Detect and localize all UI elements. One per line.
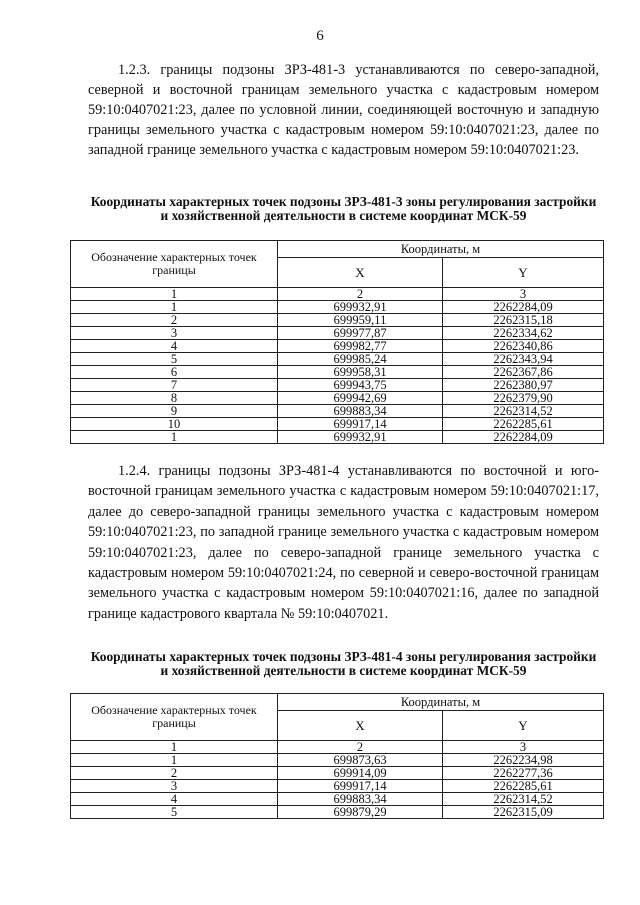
table-row xyxy=(71,314,604,327)
cell-x: 699883,34 xyxy=(278,793,443,806)
header-coordinates: Координаты, м xyxy=(278,694,604,711)
cell-point: 4 xyxy=(71,340,278,353)
cell-point: 9 xyxy=(71,405,278,418)
table-row xyxy=(71,806,604,819)
table-row xyxy=(71,780,604,793)
cell-point: 6 xyxy=(71,366,278,379)
cell-y: 2262234,98 xyxy=(443,754,604,767)
table-row xyxy=(71,353,604,366)
cell-x: 699943,75 xyxy=(278,379,443,392)
cell-x: 699959,11 xyxy=(278,314,443,327)
cell-point: 1 xyxy=(71,431,278,444)
coordinates-table-zrz-481-3 xyxy=(70,240,604,444)
header-x: X xyxy=(278,711,443,741)
table-row xyxy=(71,366,604,379)
cell-y: 2262285,61 xyxy=(443,780,604,793)
cell-y: 2262340,86 xyxy=(443,340,604,353)
table-row xyxy=(71,301,604,314)
cell-point: 4 xyxy=(71,793,278,806)
header-y: Y xyxy=(443,711,604,741)
cell-x: 699958,31 xyxy=(278,366,443,379)
cell-point: 5 xyxy=(71,353,278,366)
cell-y: 2262367,86 xyxy=(443,366,604,379)
header-point-label: Обозначение характерных точек границы xyxy=(71,694,278,741)
header-point-label: Обозначение характерных точек границы xyxy=(71,241,278,288)
table-row xyxy=(71,405,604,418)
table-heading-zrz-481-4: Координаты характерных точек подзоны ЗРЗ-481-4 зоны регулирования застройки и хозяйственной деятельности в системе координат МСК-59 xyxy=(90,649,597,678)
table-row xyxy=(71,379,604,392)
table-row xyxy=(71,767,604,780)
cell-point: 3 xyxy=(71,327,278,340)
column-number: 3 xyxy=(443,741,604,754)
coordinates-table-body xyxy=(71,241,604,444)
cell-y: 2262277,36 xyxy=(443,767,604,780)
cell-point: 1 xyxy=(71,301,278,314)
cell-y: 2262285,61 xyxy=(443,418,604,431)
cell-point: 7 xyxy=(71,379,278,392)
table-row xyxy=(71,754,604,767)
header-x: X xyxy=(278,258,443,288)
coordinates-table-zrz-481-4 xyxy=(70,693,604,819)
cell-x: 699917,14 xyxy=(278,780,443,793)
table-row xyxy=(71,392,604,405)
cell-y: 2262315,18 xyxy=(443,314,604,327)
page-number: 6 xyxy=(316,28,324,44)
cell-y: 2262334,62 xyxy=(443,327,604,340)
column-number: 1 xyxy=(71,741,278,754)
cell-point: 3 xyxy=(71,780,278,793)
column-number: 3 xyxy=(443,288,604,301)
cell-y: 2262314,52 xyxy=(443,405,604,418)
column-number: 2 xyxy=(278,288,443,301)
cell-y: 2262284,09 xyxy=(443,301,604,314)
cell-x: 699982,77 xyxy=(278,340,443,353)
table-row xyxy=(71,418,604,431)
column-number: 2 xyxy=(278,741,443,754)
table-header-row xyxy=(71,694,604,711)
cell-x: 699917,14 xyxy=(278,418,443,431)
cell-x: 699932,91 xyxy=(278,301,443,314)
cell-point: 5 xyxy=(71,806,278,819)
column-number-row xyxy=(71,741,604,754)
cell-y: 2262284,09 xyxy=(443,431,604,444)
header-coordinates: Координаты, м xyxy=(278,241,604,258)
table-row xyxy=(71,793,604,806)
cell-y: 2262314,52 xyxy=(443,793,604,806)
cell-point: 10 xyxy=(71,418,278,431)
cell-point: 1 xyxy=(71,754,278,767)
cell-point: 2 xyxy=(71,767,278,780)
cell-x: 699932,91 xyxy=(278,431,443,444)
cell-x: 699879,29 xyxy=(278,806,443,819)
cell-y: 2262343,94 xyxy=(443,353,604,366)
cell-y: 2262380,97 xyxy=(443,379,604,392)
paragraph-1-2-4: 1.2.4. границы подзоны ЗРЗ-481-4 устанавливаются по восточной и юго-восточной границам земельного участка с кадастровым номером 59:10:0407021:17, далее до северо-западной границы земельного участка с кадастровым номером 59:10:0407021:23, по западной границе земельного участка с кадастровым номером 59:10:0407021:23, далее по северо-западной границе земельного участка с кадастровым номером 59:10:0407021:24, по северной и северо-восточной границам земельного участка с кадастровым номером 59:10:0407021:16, далее по западной границе кадастрового квартала № 59:10:0407021. xyxy=(88,463,599,622)
coordinates-table-body xyxy=(71,694,604,819)
cell-point: 8 xyxy=(71,392,278,405)
cell-point: 2 xyxy=(71,314,278,327)
table-header-row xyxy=(71,241,604,258)
cell-y: 2262379,90 xyxy=(443,392,604,405)
paragraph-1-2-3: 1.2.3. границы подзоны ЗРЗ-481-3 устанавливаются по северо-западной, северной и восточной границам земельного участка с кадастровым номером 59:10:0407021:23, далее по условной линии, соединяющей восточную и западную границы земельного участка с кадастровым номером 59:10:0407021:23, далее по западной границе земельного участка с кадастровым номером 59:10:0407021:23. xyxy=(88,62,599,158)
cell-x: 699883,34 xyxy=(278,405,443,418)
column-number-row xyxy=(71,288,604,301)
table-heading-zrz-481-3: Координаты характерных точек подзоны ЗРЗ-481-3 зоны регулирования застройки и хозяйственной деятельности в системе координат МСК-59 xyxy=(90,194,597,223)
table-row xyxy=(71,327,604,340)
header-y: Y xyxy=(443,258,604,288)
cell-x: 699985,24 xyxy=(278,353,443,366)
table-row xyxy=(71,431,604,444)
cell-x: 699977,87 xyxy=(278,327,443,340)
table-row xyxy=(71,340,604,353)
cell-x: 699942,69 xyxy=(278,392,443,405)
column-number: 1 xyxy=(71,288,278,301)
cell-y: 2262315,09 xyxy=(443,806,604,819)
cell-x: 699914,09 xyxy=(278,767,443,780)
cell-x: 699873,63 xyxy=(278,754,443,767)
